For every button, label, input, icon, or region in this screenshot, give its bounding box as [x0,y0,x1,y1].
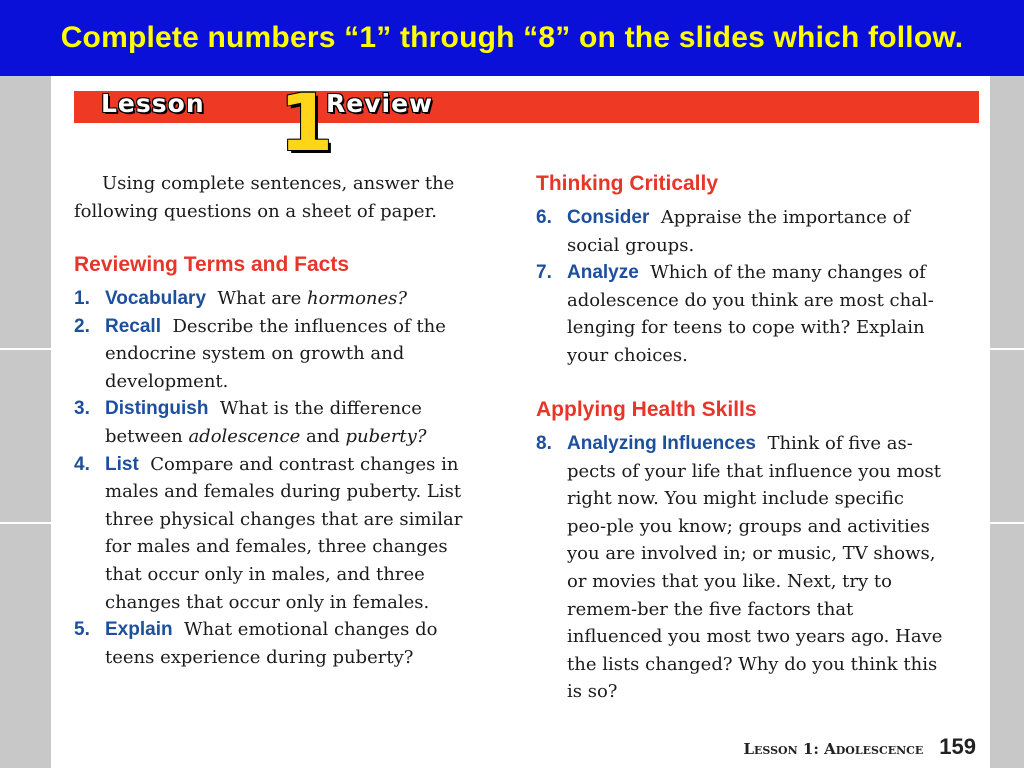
question-text: Compare and contrast changes in males and females during puberty. List three physical changes that are similar for males and females, three changes that occur only in males, and three changes that occur only in females. [105,453,463,613]
question-term: Distinguish [105,398,209,420]
question-number: 3. [74,398,90,420]
lesson-number: 1 [279,79,334,169]
question-item [74,616,484,671]
question-term: Consider [567,207,650,228]
lesson-review-bar [74,79,979,169]
page-number: 159 [939,734,976,759]
question-number: 4. [74,453,90,475]
question-item [74,285,484,313]
heading-thinking-critically: Thinking Critically [536,172,719,195]
question-text: and [300,425,346,447]
banner-text: Complete numbers “1” through “8” on the slides which follow. [60,21,964,54]
question-number: 5. [74,619,90,641]
question-italic: adolescence [188,425,301,447]
question-text: What are [217,288,307,309]
right-question-list-2 [536,430,946,706]
heading-applying-health-skills: Applying Health Skills [536,398,757,421]
question-item [536,430,946,706]
question-text: What emotional changes do teens experience during puberty? [105,619,438,668]
question-term: Analyzing Influences [567,433,756,454]
question-number: 1. [74,288,90,309]
question-item [74,313,484,396]
question-number: 7. [536,262,552,284]
question-item [74,451,484,617]
page-footer [743,734,976,760]
footer-lesson-label: Lesson 1: Adolescence [743,740,924,758]
question-term: Explain [105,619,173,641]
question-item [536,204,946,259]
question-term: Analyze [567,262,639,284]
question-italic: puberty? [345,425,427,447]
question-text: Appraise the importance of social groups. [567,207,911,256]
intro-text: Using complete sentences, answer the following questions on a sheet of paper. [74,173,455,222]
question-number: 2. [74,315,90,337]
heading-reviewing-terms: Reviewing Terms and Facts [74,253,350,276]
question-text: Which of the many changes of adolescence do you think are most chal-lenging for teens to cope with? Explain your choices. [567,262,934,366]
question-number: 6. [536,207,552,228]
review-word: Review [326,89,434,118]
textbook-page [51,76,990,768]
question-text: Describe the influences of the endocrine system on growth and development. [105,315,446,392]
question-item [74,395,484,450]
instruction-banner [0,0,1024,76]
question-term: Recall [105,315,161,337]
question-item [536,259,946,369]
question-text: Think of five as-pects of your life that influence you most right now. You might include specific peo-ple you know; groups and activities you are involved in; or music, TV shows, or movies that you like. Next, try to remem-ber the five factors that influenced you most two years ago. Have the lists changed? Why do you think this is so? [567,433,943,703]
question-number: 8. [536,433,552,454]
right-question-list-1 [536,204,946,370]
question-italic: hormones? [306,288,408,309]
left-question-list [74,285,484,671]
question-text: What is the difference between [105,398,422,447]
question-term: List [105,453,139,475]
question-term: Vocabulary [105,288,207,309]
lesson-word: Lesson [101,89,205,118]
